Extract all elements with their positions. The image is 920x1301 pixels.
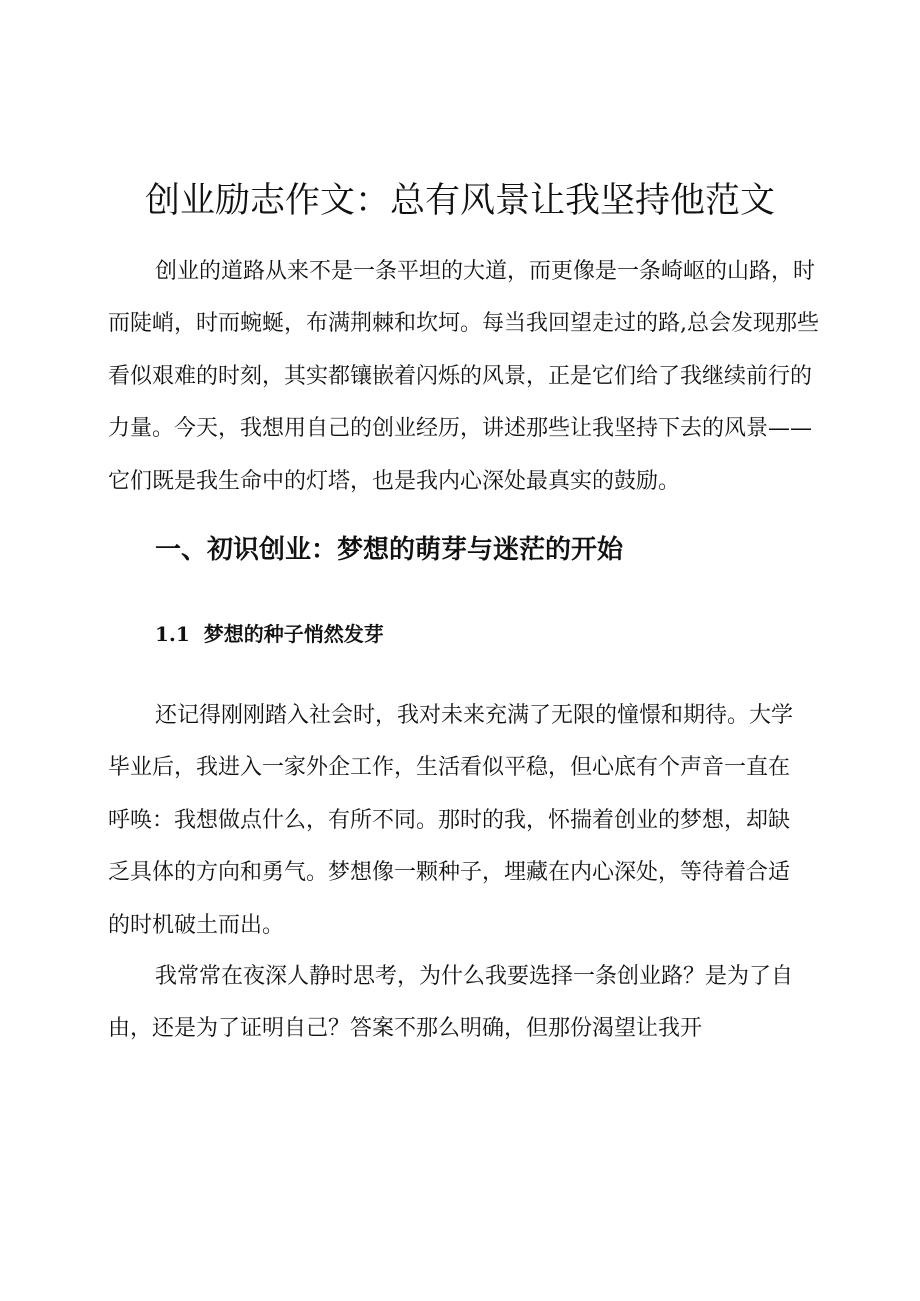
subsection-title: 梦想的种子悄然发芽 — [203, 622, 384, 646]
intro-paragraph: 创业的道路从来不是一条平坦的大道，而更像是一条崎岖的山路，时而陡峭，时而蜿蜒，布满荆棘和坎坷。每当我回望走过的路,总会发现那些看似艰难的时刻，其实都镶嵌着闪烁的风景，正是它们给了我继续前行的力量。今天，我想用自己的创业经历，讲述那些让我坚持下去的风景——它们既是我生命中的灯塔，也是我内心深处最真实的鼓励。 — [108, 259, 819, 494]
body-paragraph: 还记得刚刚踏入社会时，我对未来充满了无限的憧憬和期待。大学毕业后，我进入一家外企工作，生活看似平稳，但心底有个声音一直在呼唤：我想做点什么，有所不同。那时的我，怀揣着创业的梦想，却缺乏具体的方向和勇气。梦想像一颗种子，埋藏在内心深处，等待着合适的时机破土而出。 — [108, 703, 794, 938]
section-heading: 一、初识创业：梦想的萌芽与迷茫的开始 — [155, 535, 624, 565]
document-title: 创业励志作文：总有风景让我坚持他范文 — [144, 181, 775, 221]
subsection-heading — [155, 616, 384, 652]
subsection-number: 1.1 — [155, 622, 190, 646]
body-paragraph: 我常常在夜深人静时思考，为什么我要选择一条创业路？是为了自由，还是为了证明自己？答案不那么明确，但那份渴望让我开 — [108, 964, 794, 1042]
